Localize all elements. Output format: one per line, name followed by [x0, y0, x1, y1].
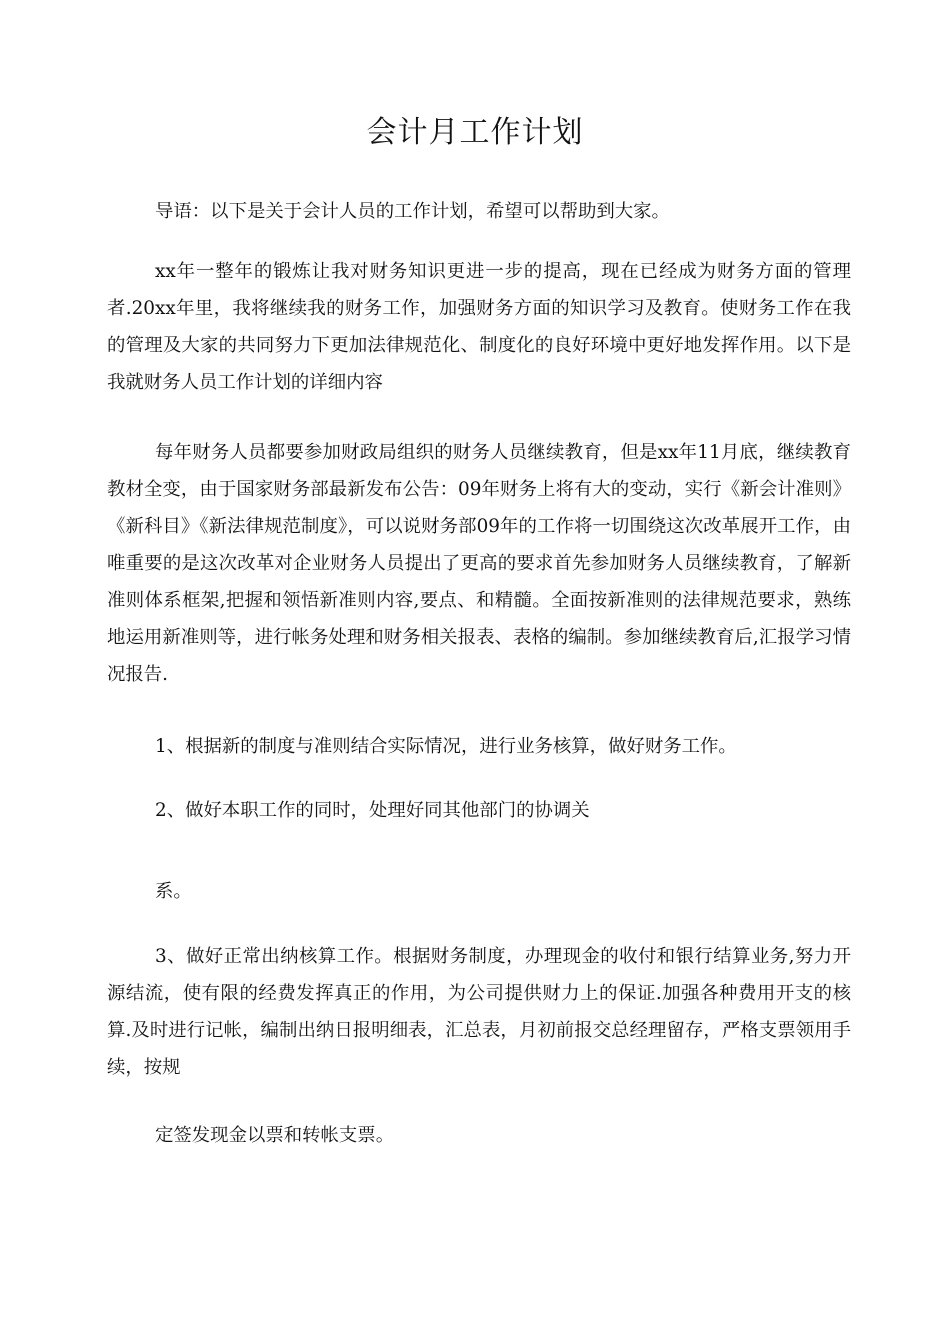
intro-paragraph: 导语：以下是关于会计人员的工作计划，希望可以帮助到大家。 [155, 201, 670, 222]
list-item-3-continued: 定签发现金以票和转帐支票。 [155, 1125, 395, 1146]
body-paragraph-1: xx年一整年的锻炼让我对财务知识更进一步的提高，现在已经成为财务方面的管理者.20xx年里，我将继续我的财务工作，加强财务方面的知识学习及教育。使财务工作在我的管理及大家的共同努力下更加法律规范化、制度化的良好环境中更好地发挥作用。以下是我就财务人员工作计划的详细内容 [107, 261, 851, 393]
list-item-2: 2、做好本职工作的同时，处理好同其他部门的协调关 [155, 800, 590, 821]
document-title: 会计月工作计划 [366, 115, 584, 150]
list-item-2-continued: 系。 [155, 881, 192, 902]
list-item-3: 3、做好正常出纳核算工作。根据财务制度，办理现金的收付和银行结算业务,努力开源结流，使有限的经费发挥真正的作用，为公司提供财力上的保证.加强各种费用开支的核算.及时进行记帐，编制出纳日报明细表，汇总表，月初前报交总经理留存，严格支票领用手续，按规 [107, 946, 851, 1078]
body-paragraph-2: 每年财务人员都要参加财政局组织的财务人员继续教育，但是xx年11月底，继续教育教材全变，由于国家财务部最新发布公告：09年财务上将有大的变动，实行《新会计准则》《新科目》《新法律规范制度》，可以说财务部09年的工作将一切围绕这次改革展开工作，由唯重要的是这次改革对企业财务人员提出了更高的要求首先参加财务人员继续教育，了解新准则体系框架,把握和领悟新准则内容,要点、和精髓。全面按新准则的法律规范要求，熟练地运用新准则等，进行帐务处理和财务相关报表、表格的编制。参加继续教育后,汇报学习情况报告. [107, 442, 851, 685]
list-item-1: 1、根据新的制度与准则结合实际情况，进行业务核算，做好财务工作。 [155, 736, 737, 757]
